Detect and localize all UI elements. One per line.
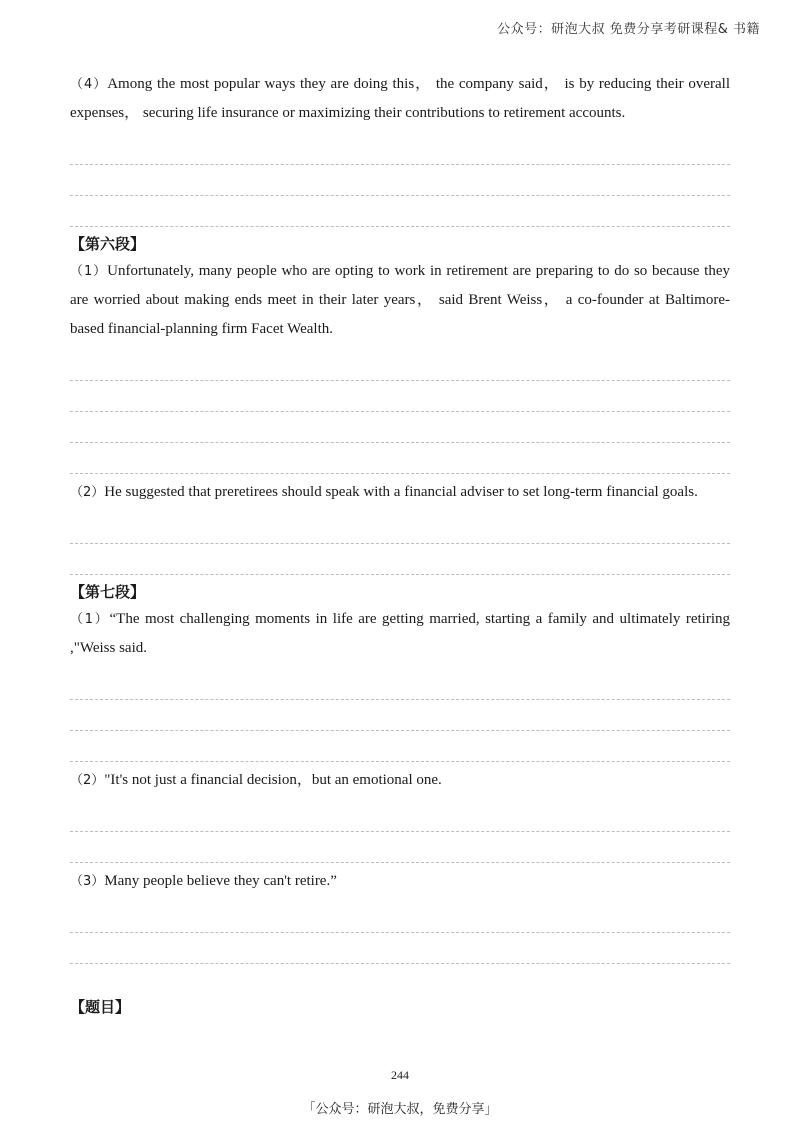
- sentence-body: Among the most popular ways they are doing this， the company said， is by reducing their overall expenses， securing life insurance or maximizing their contributions to retirement accounts.: [70, 76, 730, 121]
- answer-line[interactable]: [70, 669, 730, 700]
- sentence-body: Unfortunately, many people who are opting to work in retirement are preparing to do so because they are worried about making ends meet in their later years， said Brent Weiss， a co-founder at Baltimore-based financial-planning firm Facet Wealth.: [70, 263, 730, 337]
- answer-line[interactable]: [70, 902, 730, 933]
- sentence-text: [70, 478, 730, 507]
- answer-line[interactable]: [70, 544, 730, 575]
- answer-line[interactable]: [70, 731, 730, 762]
- sentence-number: （3）: [70, 874, 105, 889]
- answer-line[interactable]: [70, 513, 730, 544]
- sentence-number: （1）: [70, 612, 110, 627]
- answer-line[interactable]: [70, 933, 730, 964]
- sentence-text: [70, 867, 730, 896]
- answer-lines: [70, 134, 730, 227]
- header-watermark-note: 公众号：研泡大叔 免费分享考研课程& 书籍: [497, 22, 760, 37]
- sentence-body: “The most challenging moments in life are getting married, starting a family and ultimately retiring ,"Weiss said.: [70, 611, 730, 656]
- answer-line[interactable]: [70, 832, 730, 863]
- sentence-number: （4）: [70, 77, 108, 92]
- answer-line[interactable]: [70, 412, 730, 443]
- sentence-block-s6-1: [70, 257, 730, 474]
- section-heading-questions: 【题目】: [70, 998, 131, 1016]
- sentence-number: （1）: [70, 264, 108, 279]
- sentence-block-s7-2: [70, 766, 730, 863]
- answer-lines: [70, 801, 730, 863]
- answer-line[interactable]: [70, 165, 730, 196]
- section-heading-paragraph-7: 【第七段】: [70, 583, 146, 601]
- answer-lines: [70, 669, 730, 762]
- sentence-text: [70, 70, 730, 128]
- answer-line[interactable]: [70, 700, 730, 731]
- answer-lines: [70, 902, 730, 964]
- document-content: [70, 70, 730, 1020]
- answer-lines: [70, 513, 730, 575]
- answer-line[interactable]: [70, 381, 730, 412]
- section-heading-paragraph-6: 【第六段】: [70, 235, 146, 253]
- sentence-body: He suggested that preretirees should speak with a financial adviser to set long-term financial goals.: [104, 484, 698, 500]
- answer-line[interactable]: [70, 443, 730, 474]
- footer-watermark-note: 「公众号：研泡大叔，免费分享」: [302, 1102, 498, 1117]
- answer-line[interactable]: [70, 350, 730, 381]
- answer-lines: [70, 350, 730, 474]
- sentence-block-s7-3: [70, 867, 730, 964]
- answer-line[interactable]: [70, 196, 730, 227]
- sentence-number: （2）: [70, 485, 105, 500]
- page-number: 244: [391, 1068, 409, 1082]
- sentence-block-s6-2: [70, 478, 730, 575]
- sentence-text: [70, 257, 730, 344]
- sentence-body: "It's not just a financial decision，but an emotional one.: [104, 772, 442, 788]
- sentence-number: （2）: [70, 773, 105, 788]
- answer-line[interactable]: [70, 801, 730, 832]
- sentence-block-s7-1: [70, 605, 730, 762]
- sentence-block-s5-4: [70, 70, 730, 227]
- sentence-text: [70, 605, 730, 663]
- sentence-text: [70, 766, 730, 795]
- sentence-body: Many people believe they can't retire.”: [104, 873, 337, 889]
- answer-line[interactable]: [70, 134, 730, 165]
